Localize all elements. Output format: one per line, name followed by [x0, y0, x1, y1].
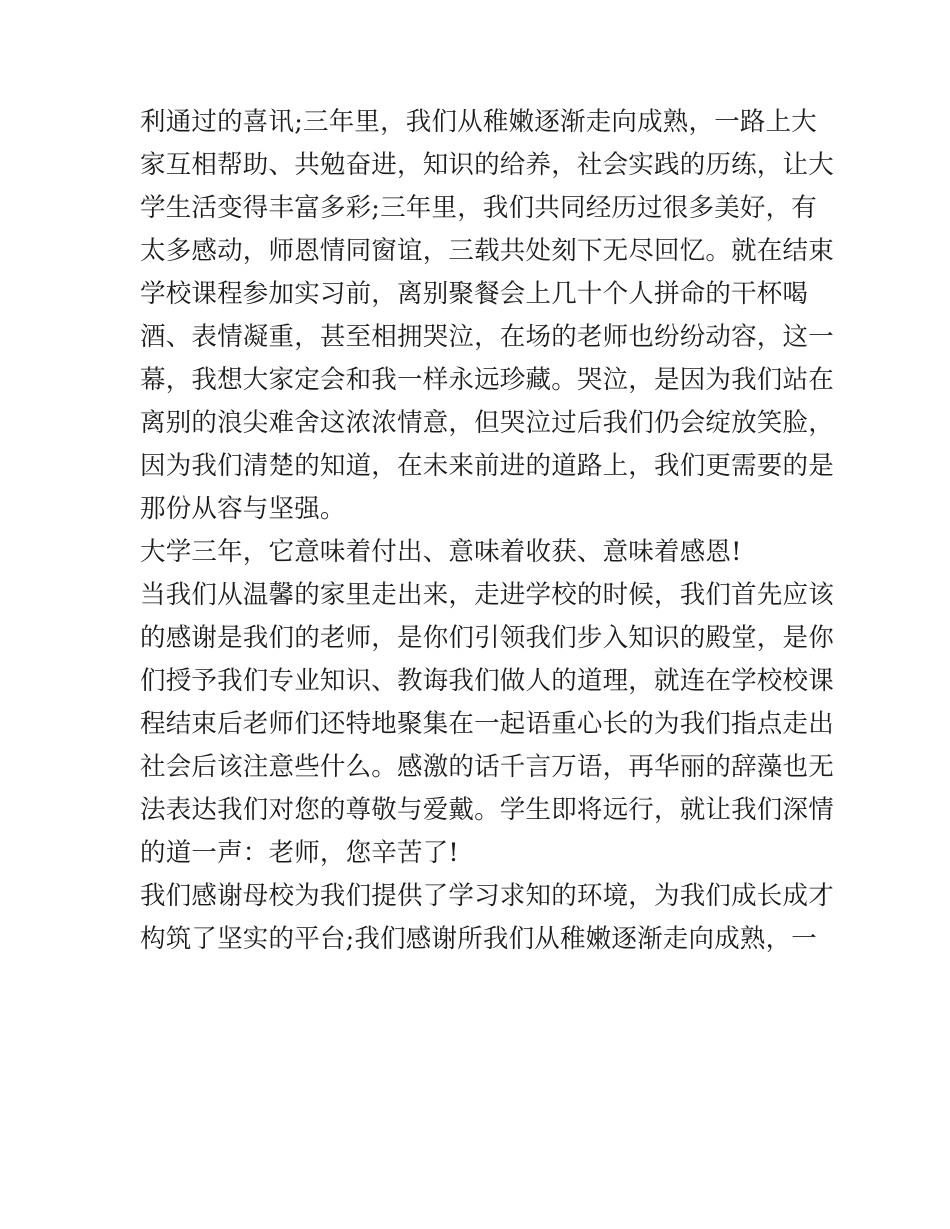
text-line: 程结束后老师们还特地聚集在一起语重心长的为我们指点走出: [140, 709, 834, 739]
text-line: 大学三年，它意味着付出、意味着收获、意味着感恩!: [140, 537, 742, 567]
text-line: 当我们从温馨的家里走出来，走进学校的时候，我们首先应该: [140, 580, 834, 610]
text-line: 法表达我们对您的尊敬与爱戴。学生即将远行，就让我们深情: [140, 795, 834, 825]
text-line: 社会后该注意些什么。感激的话千言万语，再华丽的辞藻也无: [140, 752, 834, 782]
text-line: 我们感谢母校为我们提供了学习求知的环境，为我们成长成才: [140, 881, 834, 911]
text-line: 幕，我想大家定会和我一样永远珍藏。哭泣，是因为我们站在: [140, 365, 834, 395]
text-line: 那份从容与坚强。: [140, 494, 346, 524]
text-line: 利通过的喜讯;三年里，我们从稚嫩逐渐走向成熟，一路上大: [140, 107, 817, 137]
text-line: 离别的浪尖难舍这浓浓情意，但哭泣过后我们仍会绽放笑脸，: [140, 408, 834, 438]
text-line: 的感谢是我们的老师，是你们引领我们步入知识的殿堂，是你: [140, 623, 834, 653]
text-line: 学生活变得丰富多彩;三年里，我们共同经历过很多美好，有: [140, 193, 817, 223]
text-line: 们授予我们专业知识、教诲我们做人的道理，就连在学校校课: [140, 666, 834, 696]
text-line: 家互相帮助、共勉奋进，知识的给养，社会实践的历练，让大: [140, 150, 834, 180]
body-text: [140, 101, 834, 961]
text-line: 太多感动，师恩情同窗谊，三载共处刻下无尽回忆。就在结束: [140, 236, 834, 266]
text-line: 的道一声：老师，您辛苦了!: [140, 838, 459, 868]
text-line: 因为我们清楚的知道，在未来前进的道路上，我们更需要的是: [140, 451, 834, 481]
text-line: 酒、表情凝重，甚至相拥哭泣，在场的老师也纷纷动容，这一: [140, 322, 834, 352]
text-line: 构筑了坚实的平台;我们感谢所我们从稚嫩逐渐走向成熟，一: [140, 924, 817, 954]
text-line: 学校课程参加实习前，离别聚餐会上几十个人拼命的干杯喝: [140, 279, 809, 309]
